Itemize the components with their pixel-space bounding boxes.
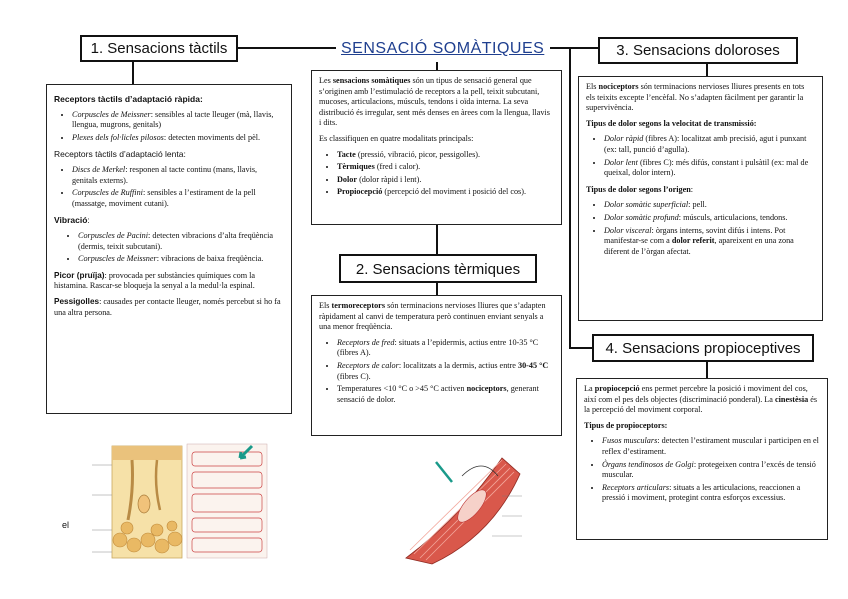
paragraph xyxy=(54,271,284,292)
term: nociceptors xyxy=(466,384,507,394)
item-text: : responen al tacte continu (mans, llavis, genitals externs). xyxy=(72,164,258,185)
term: Plexes dels fol·licles pilosos xyxy=(72,132,164,142)
item-text: , generant sensació de dolor. xyxy=(337,384,539,404)
list-item xyxy=(604,134,815,155)
list-item xyxy=(604,226,815,258)
list-item xyxy=(602,483,820,504)
section-title-text: 1. Sensacions tàctils xyxy=(90,40,228,57)
list xyxy=(54,110,284,144)
list-item xyxy=(604,158,815,179)
item-text: : protegeixen contra l’excés de tensió muscular. xyxy=(602,459,816,480)
paragraph-text: : provocada per substàncies químiques com la histamina. Rascar-se bloqueja la senyal a la medul·la espinal. xyxy=(54,270,256,291)
propioceptives-box xyxy=(576,378,828,540)
paragraph: Es classifiquen en quatre modalitats principals: xyxy=(319,133,474,143)
term: Corpuscles de Pacini xyxy=(78,230,149,240)
term: Corpuscles de Meissner xyxy=(78,254,157,264)
term: termoreceptors xyxy=(331,301,386,310)
section-title-termiques xyxy=(339,254,537,283)
item-text: : vibracions de baixa freqüència. xyxy=(156,254,264,264)
item-text: (fred i calor). xyxy=(374,162,421,172)
tactils-box xyxy=(46,84,292,414)
section-title-doloroses xyxy=(598,37,798,64)
item-text: : situats a les articulacions, reaccionen a pressió i moviment, protegint contra esforços excessius. xyxy=(602,482,801,503)
term: Dolor lent xyxy=(604,157,638,167)
section-title-propioceptives xyxy=(592,334,814,362)
item-text: (pressió, vibració, picor, pessigolles). xyxy=(355,149,481,159)
list-item xyxy=(337,361,554,382)
paragraph xyxy=(319,301,554,333)
list-item xyxy=(602,436,820,457)
term: Discs de Merkel xyxy=(72,164,126,174)
list-item xyxy=(337,175,554,186)
item-text: : sensibles al tacte lleuger (mà, llavis, llengua, mugrons, genitals) xyxy=(72,109,274,130)
term: 30-45 °C xyxy=(517,360,549,370)
term: Corpuscles de Ruffini xyxy=(72,188,143,198)
page-title xyxy=(341,40,544,58)
term: propiocepció xyxy=(594,384,640,393)
subheading: Receptors tàctils d’adaptació lenta: xyxy=(54,149,186,160)
subheading xyxy=(54,215,284,226)
list xyxy=(54,165,284,209)
subheading-text: Tipus de dolor segons l’origen xyxy=(586,184,691,194)
subheading xyxy=(586,119,815,130)
epidermis-layer xyxy=(112,446,182,460)
connector-line xyxy=(706,62,708,76)
item-text: , apareixent en una zona diferent de l’òrgan afectat. xyxy=(604,236,794,256)
list-item xyxy=(337,162,554,173)
item-text: (dolor ràpid i lent). xyxy=(357,174,422,184)
subheading-text: Tipus de dolor segons la velocitat de transmissió: xyxy=(586,118,757,128)
term: cinestèsia xyxy=(774,394,809,404)
term: Propiocepció xyxy=(337,187,383,197)
term: Dolor visceral xyxy=(604,225,652,235)
legend-panel xyxy=(187,444,267,558)
item-text: (fibres A): localitzat amb precisió, agut i punxant (ex: tall, punció d’agulla). xyxy=(604,134,807,154)
text: ens permet percebre la posició i moviment del cos, així com el pes dels objectes (discriminació ponderal). La xyxy=(584,384,808,404)
term: Òrgans tendinosos de Golgi xyxy=(602,459,694,469)
term: Receptors de calor xyxy=(337,360,399,370)
item-text: : detecten vibracions d’alta freqüència (dermis, teixit subcutani). xyxy=(78,230,274,251)
paragraph xyxy=(586,82,815,114)
list xyxy=(54,231,284,265)
text: Els xyxy=(586,82,599,91)
connector-line xyxy=(569,48,571,348)
list xyxy=(586,134,815,178)
item-text: (fibres C). xyxy=(337,371,371,381)
term: sensacions somàtiques xyxy=(332,76,411,85)
item-text: (percepció del moviment i posició del cos). xyxy=(382,187,527,197)
label-lines xyxy=(92,465,112,552)
item-text: : músculs, articulacions, tendons. xyxy=(678,212,788,222)
subheading-text: Vibració xyxy=(54,215,88,226)
list-item xyxy=(337,150,554,161)
paragraph xyxy=(584,384,820,416)
list-item xyxy=(72,110,284,131)
text: són terminacions nervioses lliures que s’adapten ràpidament al canvi de temperatura però continuen enviant senyals a una menor freqüència. xyxy=(319,301,546,332)
list-item xyxy=(337,338,554,359)
term: Tacte xyxy=(337,149,356,159)
subheading xyxy=(584,421,820,432)
connector-line xyxy=(550,47,598,49)
term: Picor (pruïja) xyxy=(54,270,105,280)
skin-receptors-illustration xyxy=(62,440,272,562)
section-title-text: 4. Sensacions propioceptives xyxy=(605,340,801,357)
connector-line xyxy=(569,347,592,349)
list-item xyxy=(604,200,815,211)
term: Fusos musculars xyxy=(602,436,658,446)
subheading-text: Tipus de propioceptors: xyxy=(584,420,668,430)
connector-line xyxy=(132,60,134,84)
list-item xyxy=(72,165,284,186)
list-item xyxy=(72,188,284,209)
text: Els xyxy=(319,301,332,310)
figure-label: el xyxy=(62,520,70,530)
term: nociceptors xyxy=(598,82,639,91)
text: Les xyxy=(319,76,333,85)
muscle-spindle-figure xyxy=(402,446,524,566)
connector-line xyxy=(238,47,336,49)
term: Dolor ràpid xyxy=(604,134,644,144)
text: és la percepció del moviment corporal. xyxy=(584,394,818,415)
item-text: : detecten moviments del pèl. xyxy=(163,132,261,142)
subheading xyxy=(586,185,815,196)
list-item xyxy=(72,133,284,144)
paragraph xyxy=(54,297,284,318)
text: La xyxy=(584,384,595,393)
connector-line xyxy=(436,283,438,295)
doloroses-box xyxy=(578,76,823,321)
skin-receptors-figure xyxy=(62,440,272,562)
term: dolor referit xyxy=(671,236,715,246)
term: Dolor xyxy=(337,174,358,184)
section-title-text: 3. Sensacions doloroses xyxy=(616,42,780,59)
paragraph xyxy=(319,76,554,129)
item-text: : sensibles a l’estirament de la pell (massatge, moviment cutani). xyxy=(72,188,256,208)
arrow-icon xyxy=(436,462,452,482)
item-text: (fibres C): més difús, constant i pulsàtil (ex: mal de queixal, dolor intern). xyxy=(604,157,809,178)
item-text: : pell. xyxy=(688,200,707,210)
list xyxy=(319,150,554,198)
item-text: : localitzats a la dermis, actius entre xyxy=(398,360,518,370)
item-text: : detecten l’estirament muscular i participen en el reflex d’estirament. xyxy=(602,436,819,456)
text: són un tipus de sensació general que s’originen amb l’estimulació de receptors a la pell, teixit subcutani, mucoses, articulacions, músculs, tendons i oïda interna. La seva distribució és irregular, sent més denses en àrees com la llengua, llavis i dits. xyxy=(319,76,550,128)
termiques-box xyxy=(311,295,562,436)
section-title-tactils xyxy=(80,35,238,62)
list-item xyxy=(602,460,820,481)
subheading-colon: : xyxy=(690,184,694,194)
list-item xyxy=(78,254,284,265)
list-item xyxy=(604,213,815,224)
term: Receptors articulars xyxy=(602,482,670,492)
paragraph-text: : causades per contacte lleuger, només percebut si ho fa una altra persona. xyxy=(54,296,281,317)
term: Corpuscles de Meissner xyxy=(72,109,151,119)
intro-box xyxy=(311,70,562,225)
item-text: Temperatures <10 °C o >45 °C activen xyxy=(337,384,467,394)
item-text: : òrgans interns, sovint difús i intens. Pot manifestar-se com a xyxy=(604,225,786,246)
subheading: Receptors tàctils d’adaptació ràpida: xyxy=(54,94,203,104)
text: són terminacions nervioses lliures presents en tots els teixits excepte l’encèfal. No s’adapten fàcilment per garantir la supervivència. xyxy=(586,82,805,113)
list xyxy=(319,338,554,406)
list xyxy=(584,436,820,504)
connector-line xyxy=(436,225,438,255)
connector-line xyxy=(436,62,438,70)
pacinian-corpuscle xyxy=(138,495,150,513)
list-item xyxy=(337,187,554,198)
section-title-text: 2. Sensacions tèrmiques xyxy=(355,261,521,278)
item-text: : situats a l’epidermis, actius entre 10-35 °C (fibres A). xyxy=(337,337,539,358)
term: Dolor somàtic profund xyxy=(604,212,679,222)
connector-line xyxy=(706,360,708,378)
term: Dolor somàtic superficial xyxy=(604,200,689,210)
term: Tèrmiques xyxy=(337,162,375,172)
term: Pessigolles xyxy=(54,296,100,306)
term: Receptors de fred xyxy=(337,337,395,347)
list-item xyxy=(78,231,284,252)
list-item xyxy=(337,384,554,405)
muscle-spindle-illustration xyxy=(402,446,524,566)
subheading-colon: : xyxy=(87,215,90,226)
list xyxy=(586,200,815,257)
page-title-text: SENSACIÓ SOMÀTIQUES xyxy=(341,40,545,57)
